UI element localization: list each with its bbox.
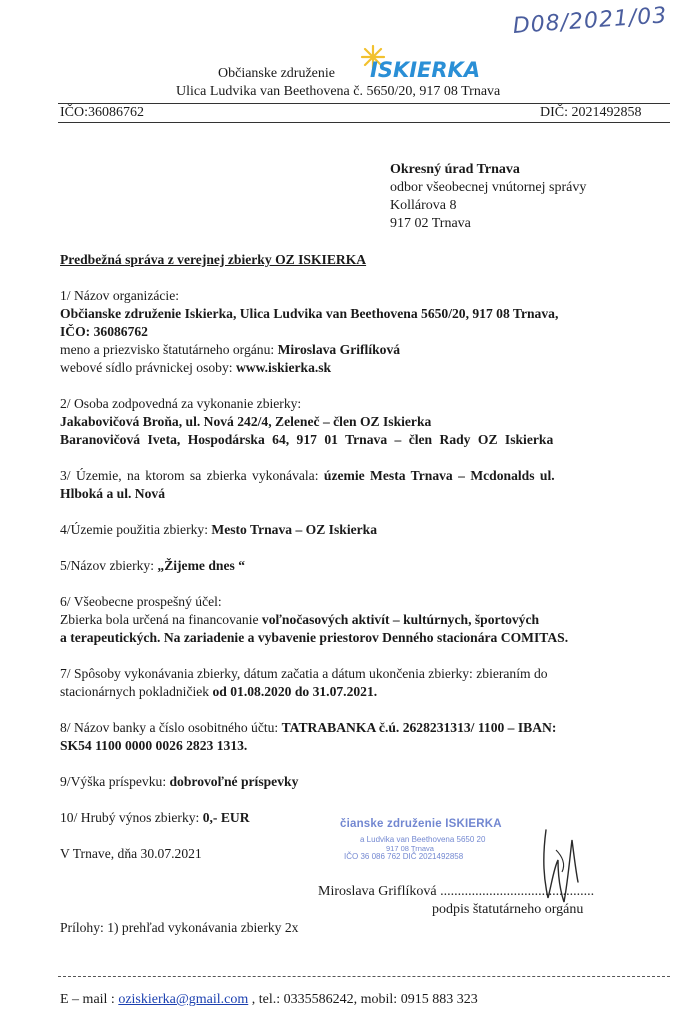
header-dic: DIČ: 2021492858 [540,105,642,120]
signatory-caption: podpis štatutárneho orgánu [432,902,584,917]
s9-value: dobrovoľné príspevky [169,774,299,789]
report-title: Predbežná správa z verejnej zbierky OZ ISKIERKA [60,252,367,267]
s7-line2-text: stacionárnych pokladničiek [60,684,213,699]
s7-line2 [60,684,658,700]
handwritten-reference: D08/2021/03 [512,3,669,39]
s6-label: 6/ Všeobecne prospešný účel: [60,594,222,609]
s8-value2: SK54 1100 0000 0026 2823 1313. [60,738,248,753]
s5-label: 5/Názov zbierky: [60,558,158,573]
s2-person2: Baranovičová Iveta, Hospodárska 64, 917 01 Trnava – člen Rady OZ Iskierka [60,432,554,447]
header-org-prefix: Občianske združenie [218,66,335,81]
organization-stamp [330,818,520,870]
stamp-line1: čianske združenie ISKIERKA [340,818,502,830]
header-divider [58,103,670,104]
signatory-line [318,884,594,900]
signatory-dots: ............................................ [440,884,595,899]
recipient-office: Okresný úrad Trnava [390,162,520,177]
s8-label: 8/ Názov banky a číslo osobitného účtu: [60,720,282,735]
header-divider-bottom [58,122,670,123]
s1-web-link[interactable]: www.iskierka.sk [235,360,332,375]
s5-value: „Žijeme dnes “ [157,558,245,573]
s6-value1: voľnočasových aktivít – kultúrnych, športových [261,612,540,627]
header-ico: IČO:36086762 [60,105,144,120]
place-date: V Trnave, dňa 30.07.2021 [60,846,202,861]
recipient-department: odbor všeobecnej vnútornej správy [390,180,587,195]
s1-org-line2: IČO: 36086762 [60,324,148,339]
s2-person1: Jakabovičová Broňa, ul. Nová 242/4, Zeleneč – člen OZ Iskierka [60,414,432,429]
s8-line1 [60,720,658,736]
s3-value2: Hlboká a ul. Nová [60,486,165,501]
s4-label: 4/Územie použitia zbierky: [60,522,212,537]
logo-brand: ISKIERKA [370,58,481,82]
s3-line1 [60,468,658,484]
footer-contact [60,992,478,1008]
s1-web-label: webové sídlo právnickej osoby: [60,360,236,375]
s1-statutory [60,342,658,358]
s6-value2: a terapeutických. Na zariadenie a vybavenie priestorov Denného stacionára COMITAS. [60,630,569,645]
s1-web [60,360,658,376]
s5-line [60,558,658,574]
s6-line1 [60,612,658,628]
recipient-city: 917 02 Trnava [390,216,471,231]
recipient-street: Kollárova 8 [390,198,457,213]
s10-value: 0,- EUR [202,810,250,825]
s9-line [60,774,658,790]
footer-divider [58,976,670,977]
s6-text1: Zbierka bola určená na financovanie [60,612,262,627]
stamp-line3: 917 08 Trnava [386,844,434,853]
s7-line1: 7/ Spôsoby vykonávania zbierky, dátum začatia a dátum ukončenia zbierky: zbieraním do [60,666,548,681]
s2-label: 2/ Osoba zodpovedná za vykonanie zbierky: [60,396,302,411]
s1-statutory-name: Miroslava Griflíková [277,342,401,357]
s8-value1: TATRABANKA č.ú. 2628231313/ 1100 – IBAN: [281,720,557,735]
attachments: Prílohy: 1) prehľad vykonávania zbierky 2x [60,920,299,935]
footer-phones: , tel.: 0335586242, mobil: 0915 883 323 [248,992,478,1007]
s3-value1: územie Mesta Trnava – Mcdonalds ul. [323,468,555,483]
signatory-name: Miroslava Griflíková [318,884,437,899]
s3-label: 3/ Územie, na ktorom sa zbierka vykonávala: [60,468,324,483]
s1-label: 1/ Názov organizácie: [60,288,180,303]
s9-label: 9/Výška príspevku: [60,774,170,789]
s1-org-line1: Občianske združenie Iskierka, Ulica Ludvika van Beethovena 5650/20, 917 08 Trnava, [60,306,559,321]
s7-line2-value: od 01.08.2020 do 31.07.2021. [212,684,378,699]
stamp-line2: a Ludvika van Beethovena 5650 20 [360,835,486,844]
s4-line [60,522,658,538]
footer-email-link[interactable]: oziskierka@gmail.com [118,992,249,1007]
header-address: Ulica Ludvika van Beethovena č. 5650/20, 917 08 Trnava [176,84,501,99]
s1-statutory-label: meno a priezvisko štatutárneho orgánu: [60,342,278,357]
s4-value: Mesto Trnava – OZ Iskierka [211,522,378,537]
stamp-line4: IČO 36 086 762 DIČ 2021492858 [344,852,464,861]
s10-label: 10/ Hrubý výnos zbierky: [60,810,203,825]
footer-email-label: E – mail : [60,992,119,1007]
